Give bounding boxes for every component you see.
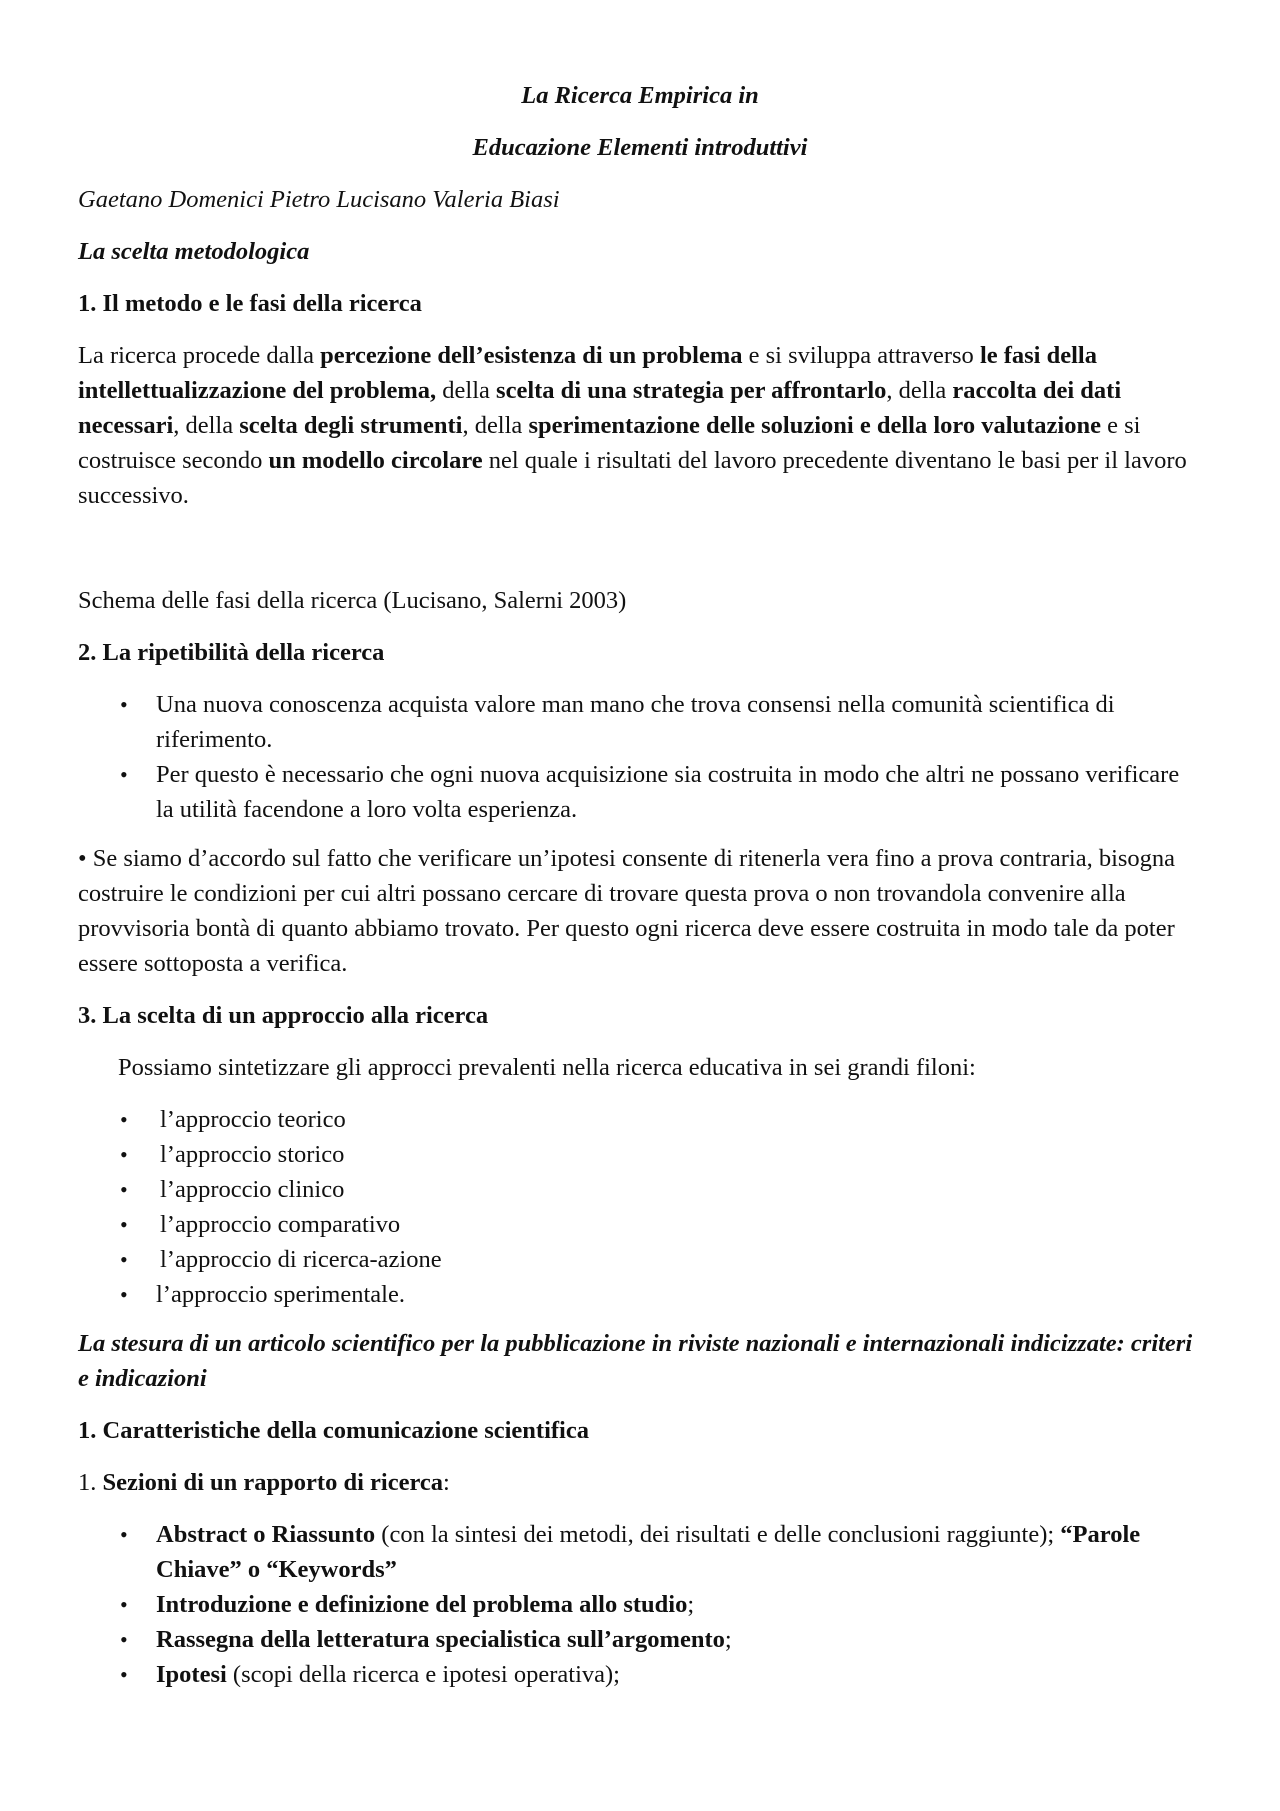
list-item: • Abstract o Riassunto (con la sintesi dei metodi, dei risultati e delle conclusioni raggiunte); “Parole Chiave” o “Keywords”	[78, 1517, 1202, 1587]
list-item: • l’approccio di ricerca-azione	[78, 1242, 1202, 1277]
report-sections-list	[78, 1517, 1202, 1692]
paragraph-verification: • Se siamo d’accordo sul fatto che verificare un’ipotesi consente di ritenerla vera fino a prova contraria, bisogna costruire le condizioni per cui altri possano cercare di trovare questa prova o non trovandola convenire alla provvisoria bontà di quanto abbiamo trovato. Per questo ogni ricerca deve essere costruita in modo tale da poter essere sottoposta a verifica.	[78, 845, 1176, 977]
list-item: • l’approccio storico	[78, 1137, 1202, 1172]
heading-repeatability: 2. La ripetibilità della ricerca	[78, 639, 385, 666]
repeatability-list	[78, 687, 1202, 827]
schema-caption: Schema delle fasi della ricerca (Lucisano, Salerni 2003)	[78, 587, 627, 614]
subheading-report-sections: 1. Sezioni di un rapporto di ricerca:	[78, 1469, 450, 1496]
heading-approach: 3. La scelta di un approccio alla ricerca	[78, 1002, 489, 1029]
list-item: • Ipotesi (scopi della ricerca e ipotesi operativa);	[78, 1657, 1202, 1692]
approach-intro: Possiamo sintetizzare gli approcci prevalenti nella ricerca educativa in sei grandi filoni:	[118, 1054, 976, 1081]
document-title-line1: La Ricerca Empirica in	[521, 82, 759, 109]
list-item: • Rassegna della letteratura specialistica sull’argomento;	[78, 1622, 1202, 1657]
section-title-article: La stesura di un articolo scientifico per la pubblicazione in riviste nazionali e internazionali indicizzate: criteri e indicazioni	[78, 1330, 1193, 1392]
section-title-methodology: La scelta metodologica	[78, 238, 310, 265]
approaches-list	[78, 1102, 1202, 1312]
authors-line: Gaetano Domenici Pietro Lucisano Valeria Biasi	[78, 186, 560, 213]
heading-method-phases: 1. Il metodo e le fasi della ricerca	[78, 290, 422, 317]
list-item: • l’approccio comparativo	[78, 1207, 1202, 1242]
heading-communication: 1. Caratteristiche della comunicazione scientifica	[78, 1417, 589, 1444]
paragraph-research-process: La ricerca procede dalla percezione dell’esistenza di un problema e si sviluppa attraverso le fasi della intellettualizzazione del problema, della scelta di una strategia per affrontarlo, della raccolta dei dati necessari, della scelta degli strumenti, della sperimentazione delle soluzioni e della loro valutazione e si costruisce secondo un modello circolare nel quale i risultati del lavoro precedente diventano le basi per il lavoro successivo.	[78, 342, 1187, 509]
list-item: • l’approccio teorico	[78, 1102, 1202, 1137]
list-item: • Per questo è necessario che ogni nuova acquisizione sia costruita in modo che altri ne possano verificare la utilità facendone a loro volta esperienza.	[78, 757, 1202, 827]
document-title-line2: Educazione Elementi introduttivi	[472, 134, 808, 161]
list-item: • Una nuova conoscenza acquista valore man mano che trova consensi nella comunità scientifica di riferimento.	[78, 687, 1202, 757]
list-item: • Introduzione e definizione del problema allo studio;	[78, 1587, 1202, 1622]
list-item: • l’approccio clinico	[78, 1172, 1202, 1207]
list-item: • l’approccio sperimentale.	[78, 1277, 1202, 1312]
